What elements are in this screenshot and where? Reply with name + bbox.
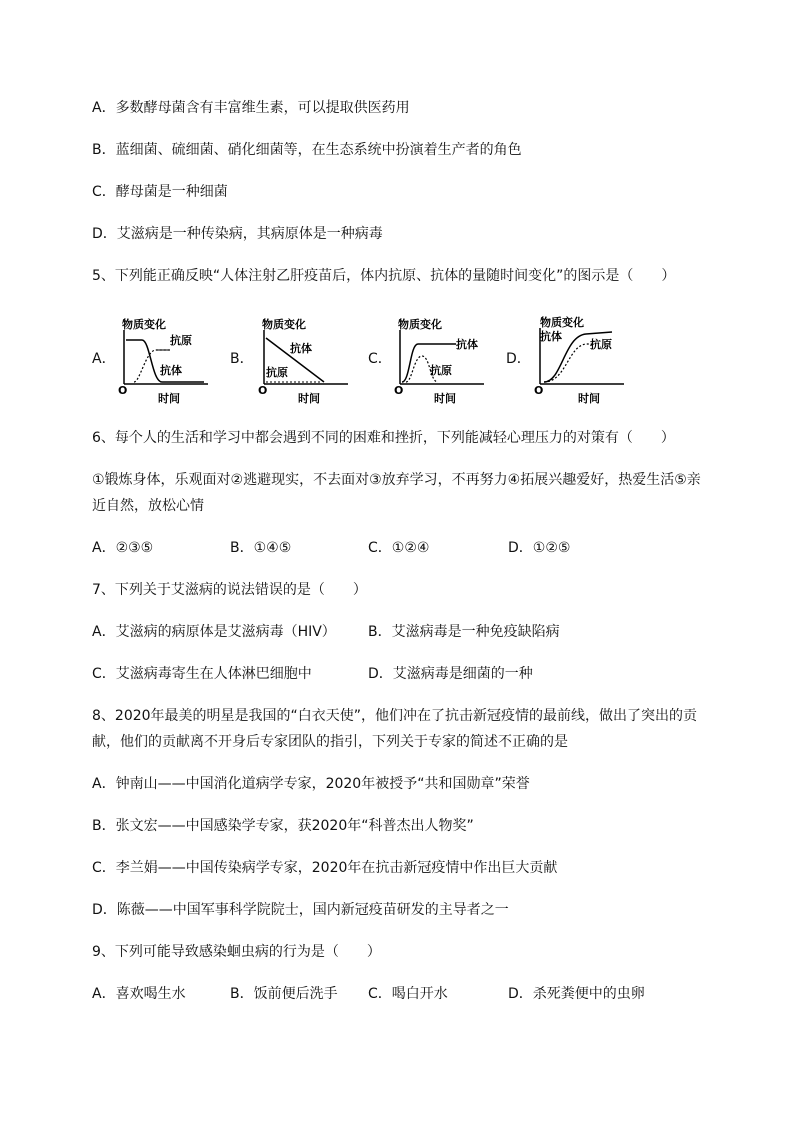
q7-option-c: C．艾滋病毒寄生在人体淋巴细胞中 [92,666,312,682]
q5-graph-d-y-label: 物质变化 [540,316,584,329]
q5-graph-d-antigen-curve [544,344,594,382]
q5-graph-a-x-label: 时间 [158,392,180,405]
q9-option-a: A．喜欢喝生水 [92,986,186,1002]
q5-graph-a-letter: A． [92,351,116,367]
q4-option-b: B．蓝细菌、硫细菌、硝化细菌等，在生态系统中扮演着生产者的角色 [92,142,522,158]
q5-graph-b-antigen-label: 抗原 [266,366,288,379]
q5-graph-c-antibody-label: 抗体 [456,338,478,351]
q9-option-b: B．饭前便后洗手 [230,986,338,1002]
q5-graph-c-antigen-label: 抗原 [430,364,452,377]
q5-graph-c-origin: O [394,384,404,397]
q6-option-a: A．②③⑤ [92,540,154,556]
q8-stem-line-1: 8、2020年最美的明星是我国的“白衣天使”，他们冲在了抗击新冠疫情的最前线，做出了突出的贡 [92,708,698,724]
q5-graph-a-y-label: 物质变化 [122,318,166,331]
q8-option-d: D．陈薇——中国军事科学院院士，国内新冠疫苗研发的主导者之一 [92,902,509,918]
q5-graph-c [388,312,488,408]
q5-stem: 5、下列能正确反映“人体注射乙肝疫苗后，体内抗原、抗体的量随时间变化”的图示是（ ） [92,268,676,284]
q5-graph-options [92,312,632,408]
q7-option-d: D．艾滋病毒是细菌的一种 [368,666,533,682]
q7-option-a: A．艾滋病的病原体是艾滋病毒（HIV） [92,624,336,640]
q5-graph-c-y-label: 物质变化 [398,318,442,331]
q6-option-d: D．①②⑤ [508,540,571,556]
q5-graph-d-antigen-label: 抗原 [590,338,612,351]
q9-stem: 9、下列可能导致感染蛔虫病的行为是（ ） [92,944,381,960]
q5-graph-c-letter: C． [368,351,392,367]
q6-option-c: C．①②④ [368,540,430,556]
q8-option-a: A．钟南山——中国消化道病学专家，2020年被授予“共和国勋章”荣誉 [92,776,530,792]
q5-graph-b-antibody-label: 抗体 [290,342,312,355]
q5-graph-d-origin: O [534,384,544,397]
q7-stem: 7、下列关于艾滋病的说法错误的是（ ） [92,582,367,598]
q5-graph-b-x-label: 时间 [298,392,320,405]
q4-option-a: A．多数酵母菌含有丰富维生素，可以提取供医药用 [92,100,410,116]
q7-option-b: B．艾滋病毒是一种免疫缺陷病 [368,624,560,640]
q5-graph-a-origin: O [118,384,128,397]
q5-graph-d-x-label: 时间 [578,392,600,405]
q5-graph-d-letter: D． [506,351,531,367]
q4-option-d: D．艾滋病是一种传染病，其病原体是一种病毒 [92,226,383,242]
q6-stem: 6、每个人的生活和学习中都会遇到不同的困难和挫折，下列能减轻心理压力的对策有（ ） [92,430,675,446]
q9-option-c: C．喝白开水 [368,986,448,1002]
q5-graph-a-antigen-label: 抗原 [170,334,192,347]
q9-option-d: D．杀死粪便中的虫卵 [508,986,645,1002]
q5-graph-b [252,312,352,408]
q5-graph-b-y-label: 物质变化 [262,318,306,331]
q5-graph-a [112,312,212,408]
q6-desc-line-2: 近自然，放松心情 [92,498,204,514]
q8-option-c: C．李兰娟——中国传染病学专家，2020年在抗击新冠疫情中作出巨大贡献 [92,860,558,876]
q5-graph-b-origin: O [258,384,268,397]
q5-graph-d [528,312,632,408]
q5-graph-a-antibody-label: 抗体 [160,364,182,377]
q5-graph-d-antibody-label: 抗体 [540,330,562,343]
q4-option-c: C．酵母菌是一种细菌 [92,184,228,200]
q6-desc-line-1: ①锻炼身体，乐观面对②逃避现实，不去面对③放弃学习，不再努力④拓展兴趣爱好，热爱生活⑤亲 [92,472,701,488]
q5-graph-c-x-label: 时间 [434,392,456,405]
q6-option-b: B．①④⑤ [230,540,292,556]
q8-stem-line-2: 献，他们的贡献离不开身后专家团队的指引，下列关于专家的简述不正确的是 [92,734,568,750]
q8-option-b: B．张文宏——中国感染学专家，获2020年“科普杰出人物奖” [92,818,474,834]
q5-graph-b-letter: B． [230,351,254,367]
